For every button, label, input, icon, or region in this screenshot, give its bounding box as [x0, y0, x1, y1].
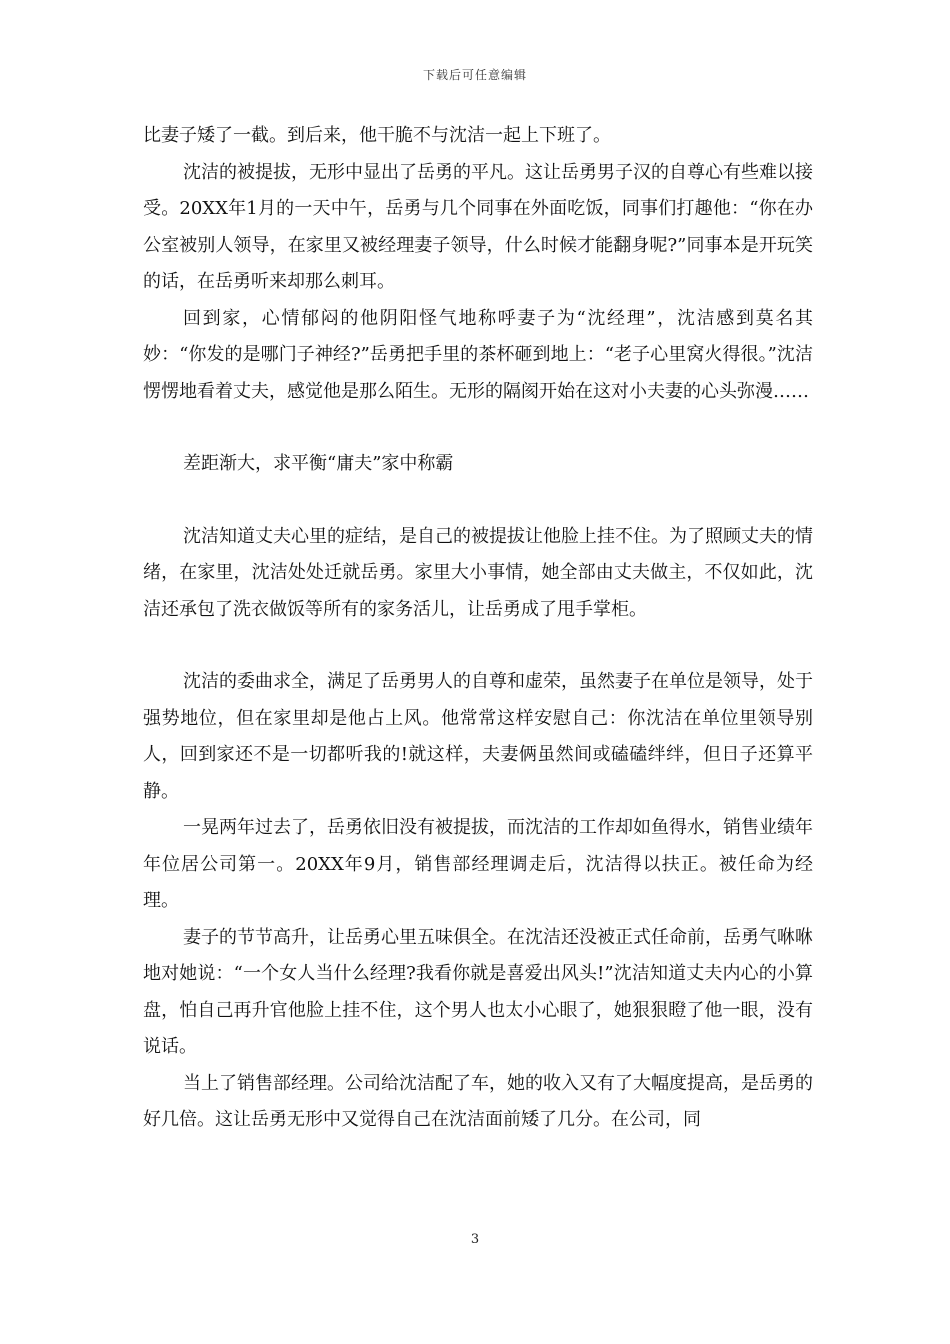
- paragraph-continuation: 比妻子矮了一截。到后来，他干脆不与沈洁一起上下班了。: [143, 125, 611, 146]
- paragraph: 沈洁的被提拔，无形中显出了岳勇的平凡。这让岳勇男子汉的自尊心有些难以接受。20XX年1月的一天中午，岳勇与几个同事在外面吃饭，同事们打趣他：“你在办公室被别人领导，在家里又被经理妻子领导，什么时候才能翻身呢?”同事本是开玩笑的话，在岳勇听来却那么刺耳。: [143, 161, 813, 292]
- paragraph: 一晃两年过去了，岳勇依旧没有被提拔，而沈洁的工作却如鱼得水，销售业绩年年位居公司第一。20XX年9月，销售部经理调走后，沈洁得以扶正。被任命为经理。: [143, 817, 813, 911]
- paragraph: 妻子的节节高升，让岳勇心里五味俱全。在沈洁还没被正式任命前，岳勇气咻咻地对她说：“一个女人当什么经理?我看你就是喜爱出风头!”沈洁知道丈夫内心的小算盘，怕自己再升官他脸上挂不住，这个男人也太小心眼了，她狠狠瞪了他一眼，没有说话。: [143, 926, 813, 1057]
- page-number: 3: [470, 1232, 480, 1247]
- paragraph: 回到家，心情郁闷的他阴阳怪气地称呼妻子为“沈经理”，沈洁感到莫名其妙：“你发的是哪门子神经?”岳勇把手里的茶杯砸到地上：“老子心里窝火得很。”沈洁愣愣地看着丈夫，感觉他是那么陌生。无形的隔阂开始在这对小夫妻的心头弥漫……: [143, 307, 813, 402]
- paragraph: 沈洁的委曲求全，满足了岳勇男人的自尊和虚荣，虽然妻子在单位是领导，处于强势地位，但在家里却是他占上风。他常常这样安慰自己：你沈洁在单位里领导别人，回到家还不是一切都听我的!就这样，夫妻俩虽然间或磕磕绊绊，但日子还算平静。: [143, 671, 813, 802]
- section-heading: 差距渐大，求平衡“庸夫”家中称霸: [183, 453, 454, 474]
- page-header: 下载后可任意编辑: [422, 68, 527, 82]
- spacer: [143, 628, 813, 664]
- spacer: [143, 410, 813, 446]
- document-body: [143, 118, 813, 1139]
- paragraph: 当上了销售部经理。公司给沈洁配了车，她的收入又有了大幅度提高，是岳勇的好几倍。这让岳勇无形中又觉得自己在沈洁面前矮了几分。在公司，同: [143, 1072, 813, 1130]
- paragraph: 沈洁知道丈夫心里的症结，是自己的被提拔让他脸上挂不住。为了照顾丈夫的情绪，在家里，沈洁处处迁就岳勇。家里大小事情，她全部由丈夫做主，不仅如此，沈洁还承包了洗衣做饭等所有的家务活儿，让岳勇成了甩手掌柜。: [143, 525, 813, 620]
- spacer: [143, 483, 813, 519]
